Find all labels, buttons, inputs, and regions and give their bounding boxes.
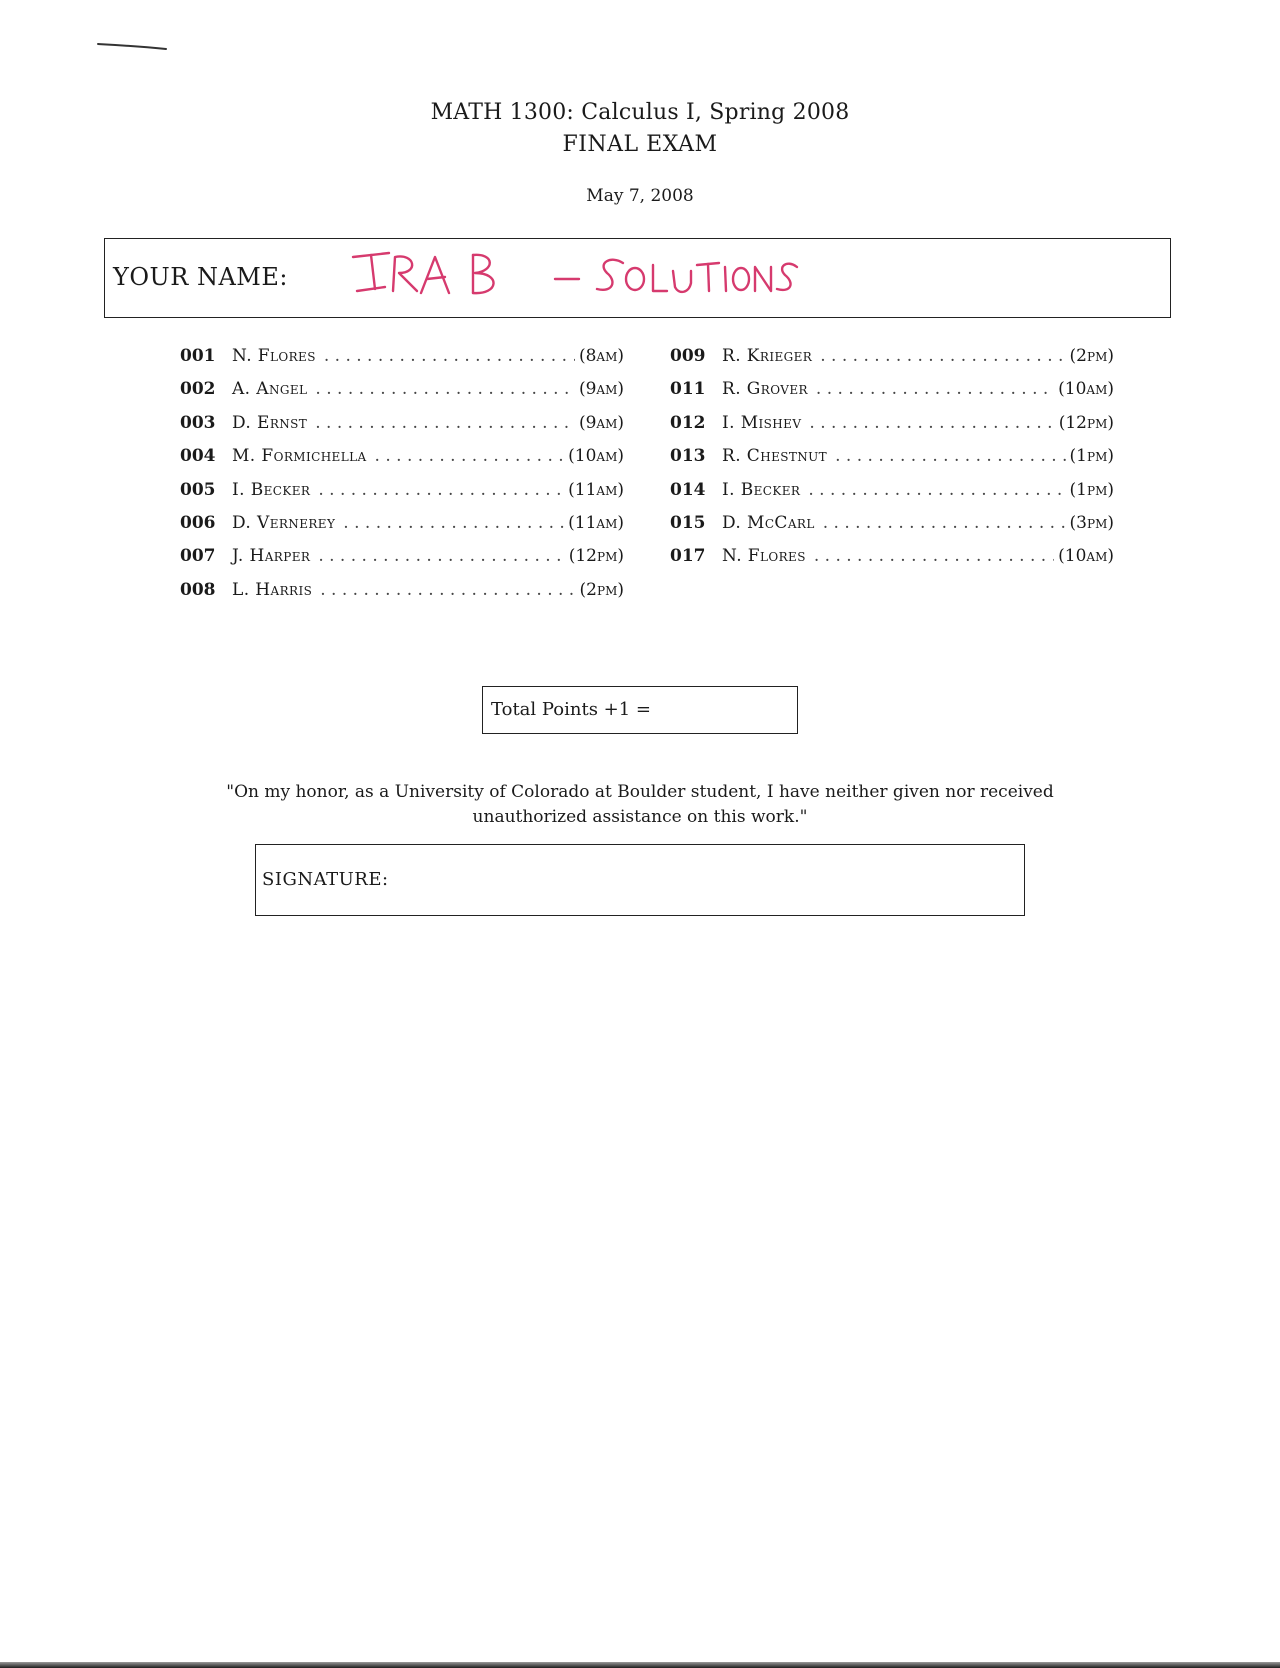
- section-time: (11am): [568, 512, 624, 533]
- section-instructor: N. Flores: [722, 546, 806, 567]
- dot-leader: [808, 480, 1065, 500]
- section-number: 006: [180, 512, 216, 533]
- section-row: [180, 546, 624, 579]
- dot-leader: [816, 379, 1054, 399]
- section-time: (10am): [1058, 379, 1114, 400]
- section-time: (12pm): [1058, 412, 1114, 433]
- section-instructor: I. Mishev: [722, 412, 802, 433]
- section-number: 003: [180, 412, 216, 433]
- section-instructor: R. Chestnut: [722, 446, 828, 467]
- course-title: MATH 1300: Calculus I, Spring 2008: [430, 100, 850, 125]
- dot-leader: [823, 513, 1066, 533]
- stray-pen-mark: [96, 40, 168, 52]
- section-row: [180, 346, 624, 379]
- section-time: (9am): [578, 379, 624, 400]
- signature-box[interactable]: [255, 844, 1025, 916]
- section-row: [670, 513, 1114, 546]
- section-instructor: N. Flores: [232, 346, 316, 366]
- section-time: (10am): [568, 446, 624, 467]
- section-instructor: A. Angel: [232, 379, 308, 400]
- section-number: 005: [180, 479, 216, 500]
- section-number: 002: [180, 379, 216, 400]
- section-row: [670, 446, 1114, 479]
- section-time: (2pm): [1069, 346, 1114, 366]
- section-row: [180, 480, 624, 513]
- section-instructor: D. McCarl: [722, 512, 815, 533]
- section-instructor: I. Becker: [722, 479, 801, 500]
- section-number: 007: [180, 546, 216, 567]
- honor-code-line-2: unauthorized assistance on this work.": [472, 807, 808, 827]
- section-row: [670, 480, 1114, 513]
- dot-leader: [820, 346, 1065, 366]
- section-number: 013: [670, 446, 706, 467]
- section-number: 004: [180, 446, 216, 467]
- section-number: 001: [180, 346, 216, 366]
- section-instructor: M. Formichella: [232, 446, 367, 467]
- section-time: (1pm): [1069, 479, 1114, 500]
- section-list-left: [180, 346, 624, 613]
- section-number: 014: [670, 479, 706, 500]
- section-number: 011: [670, 379, 706, 400]
- section-row: [180, 413, 624, 446]
- dot-leader: [315, 379, 575, 399]
- honor-code-statement: [190, 780, 1090, 830]
- section-row: [180, 446, 624, 479]
- section-number: 012: [670, 412, 706, 433]
- section-number: 017: [670, 546, 706, 567]
- section-time: (9am): [578, 412, 624, 433]
- section-number: 015: [670, 512, 706, 533]
- section-list-right: [670, 346, 1114, 580]
- section-time: (1pm): [1069, 446, 1114, 467]
- section-time: (3pm): [1069, 512, 1114, 533]
- dot-leader: [315, 413, 575, 433]
- total-points-box[interactable]: [482, 686, 798, 734]
- dot-leader: [318, 546, 564, 566]
- dot-leader: [324, 346, 575, 366]
- section-time: (12pm): [568, 546, 624, 567]
- section-row: [670, 379, 1114, 412]
- section-instructor: L. Harris: [232, 579, 313, 600]
- dot-leader: [320, 580, 575, 600]
- section-time: (8am): [578, 346, 624, 366]
- honor-code-line-1: "On my honor, as a University of Colorado at Boulder student, I have neither given nor received: [226, 782, 1054, 802]
- section-row: [180, 513, 624, 546]
- dot-leader: [809, 413, 1054, 433]
- scan-bottom-edge: [0, 1662, 1280, 1668]
- section-row: [670, 413, 1114, 446]
- name-box[interactable]: [104, 238, 1171, 318]
- section-number: 008: [180, 579, 216, 600]
- section-instructor: D. Ernst: [232, 412, 308, 433]
- section-instructor: I. Becker: [232, 479, 311, 500]
- section-time: (2pm): [579, 579, 624, 600]
- exam-type-title: FINAL EXAM: [562, 132, 718, 157]
- section-row: [180, 580, 624, 613]
- dot-leader: [814, 546, 1054, 566]
- signature-label: SIGNATURE:: [262, 869, 389, 890]
- section-instructor: J. Harper: [232, 546, 311, 567]
- dot-leader: [318, 480, 564, 500]
- dot-leader: [375, 446, 565, 466]
- name-label: YOUR NAME:: [113, 263, 288, 291]
- section-instructor: R. Grover: [722, 379, 808, 400]
- section-time: (11am): [568, 479, 624, 500]
- exam-date: May 7, 2008: [586, 186, 694, 206]
- dot-leader: [835, 446, 1065, 466]
- dot-leader: [343, 513, 564, 533]
- section-number: 009: [670, 346, 706, 366]
- section-instructor: R. Krieger: [722, 346, 813, 366]
- section-instructor: D. Vernerey: [232, 512, 336, 533]
- total-points-label: Total Points +1 =: [491, 699, 651, 720]
- section-row: [670, 346, 1114, 379]
- section-row: [670, 546, 1114, 579]
- handwritten-name: [345, 237, 805, 307]
- section-time: (10am): [1058, 546, 1114, 567]
- section-row: [180, 379, 624, 412]
